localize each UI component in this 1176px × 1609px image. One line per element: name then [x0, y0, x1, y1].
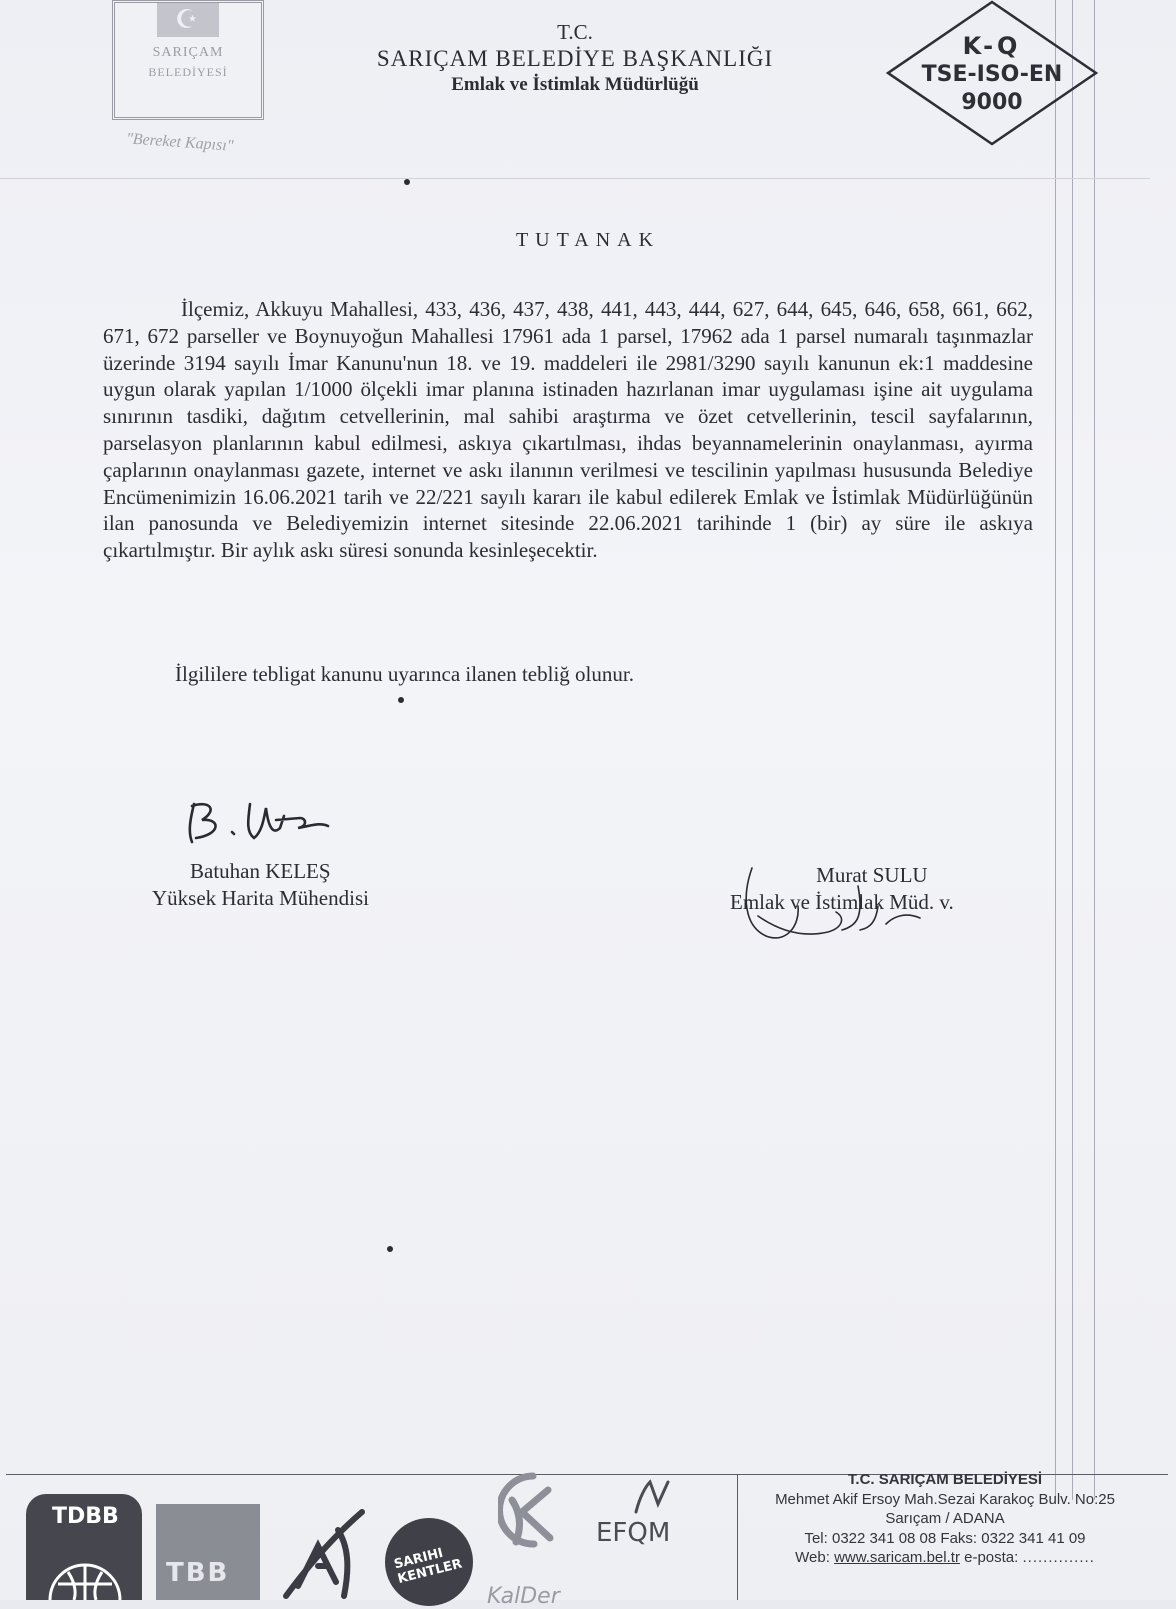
historic-cities-logo	[385, 1518, 473, 1606]
contact-web-line	[740, 1548, 1150, 1568]
badge-line1: K-Q	[962, 32, 1022, 60]
kalder-logo	[498, 1472, 568, 1570]
logo-text-line1: SARIÇAM	[152, 45, 224, 60]
tdbb-logo-text: TDBB	[52, 1504, 119, 1529]
page-edge-line	[1094, 0, 1095, 1500]
header-department: Emlak ve İstimlak Müdürlüğü	[451, 74, 699, 95]
crescent-star-icon: ☪	[157, 3, 219, 37]
notice-text: İlgililere tebligat kanunu uyarınca ilanen tebliğ olunur.	[175, 662, 634, 686]
logo-motto: "Bereket Kapısı"	[125, 130, 234, 155]
header-institution: SARIÇAM BELEDİYE BAŞKANLIĞI	[376, 46, 774, 71]
website-link[interactable]: www.saricam.bel.tr	[834, 1549, 960, 1566]
tbb-logo-text: TBB	[166, 1558, 230, 1588]
efqm-mark-icon	[630, 1474, 674, 1518]
signer-left-name: Batuhan KELEŞ	[190, 859, 331, 883]
tse-certification-badge	[884, 0, 1100, 146]
signer-right-name: Murat SULU	[816, 863, 928, 887]
contact-org: T.C. SARIÇAM BELEDİYESİ	[847, 1471, 1043, 1488]
ink-dot	[387, 1246, 393, 1252]
signer-left-title: Yüksek Harita Mühendisi	[152, 886, 369, 910]
globe-icon	[46, 1536, 124, 1600]
email-label: e-posta:	[964, 1549, 1019, 1566]
badge-line3: 9000	[961, 90, 1023, 115]
signature-block-left	[152, 858, 369, 912]
logo-text-line2: BELEDİYESİ	[148, 65, 228, 79]
tbb-logo	[156, 1504, 260, 1600]
efqm-logo-text: EFQM	[596, 1518, 671, 1548]
signer-right-title: Emlak ve İstimlak Müd. v.	[730, 890, 954, 914]
badge-line2: TSE-ISO-EN	[921, 62, 1063, 87]
ink-dot	[398, 697, 404, 703]
contact-address: Mehmet Akif Ersoy Mah.Sezai Karakoç Bulv. No:25	[775, 1490, 1115, 1508]
contact-city: Sarıçam / ADANA	[885, 1510, 1005, 1527]
email-blank: ..............	[1022, 1549, 1095, 1566]
ink-dot	[404, 179, 410, 185]
web-label: Web:	[795, 1549, 830, 1566]
contact-phone: Tel: 0322 341 08 08 Faks: 0322 341 41 09	[804, 1529, 1086, 1547]
page-edge-line	[1072, 0, 1073, 1500]
signature-left	[180, 796, 340, 848]
anniversary-logo	[278, 1506, 374, 1600]
tdbb-logo	[26, 1494, 142, 1600]
document-title: TUTANAK	[515, 229, 661, 251]
letterhead-footer	[0, 1466, 1176, 1609]
document-body: İlçemiz, Akkuyu Mahallesi, 433, 436, 437, 438, 441, 443, 444, 627, 644, 645, 646, 658, 661, 662, 671, 672 parseller ve Boynuyoğun Mahallesi 17961 ada 1 parsel, 17962 ada 1 parsel numaralı taşınmazlar üzerinde 3194 sayılı İmar Kanunu'nun 18. ve 19. maddeleri ile 2981/3290 sayılı kanunun ek:1 maddesine uygun olarak yapılan 1/1000 ölçekli imar planına istinaden hazırlanan imar uygulaması işine ait uygulama sınırının tasdiki, dağıtım cetvellerinin, mal sahibi araştırma ve özet cetvellerinin, tescil sayfalarının, parselasyon planlarının kabul edilmesi, askıya çıkartılması, ihdas beyannamelerinin onaylanması, ayırma çaplarının onaylanması gazete, internet ve askı ilanının verilmesi ve tescilinin yapılması hususunda Belediye Encümenimizin 16.06.2021 tarih ve 22/221 sayılı kararı ile kabul edilerek Emlak ve İstimlak Müdürlüğünün ilan panosunda ve Belediyemizin internet sitesinde 22.06.2021 tarihinde 1 (bir) ay süre ile askıya çıkartılmıştır. Bir aylık askı süresi sonunda kesinleşecektir.	[103, 297, 1033, 563]
letterhead	[360, 20, 790, 96]
signature-right	[738, 866, 938, 952]
historic-cities-logo-text: SARIHI KENTLER	[392, 1545, 464, 1587]
header-tc: T.C.	[557, 20, 593, 44]
kalder-logo-text: KalDer	[487, 1584, 560, 1609]
header-divider	[0, 178, 1150, 179]
municipality-logo	[112, 0, 264, 120]
footer-column-divider	[737, 1474, 738, 1600]
page-edge-line	[1055, 0, 1056, 1500]
contact-block	[740, 1470, 1150, 1568]
